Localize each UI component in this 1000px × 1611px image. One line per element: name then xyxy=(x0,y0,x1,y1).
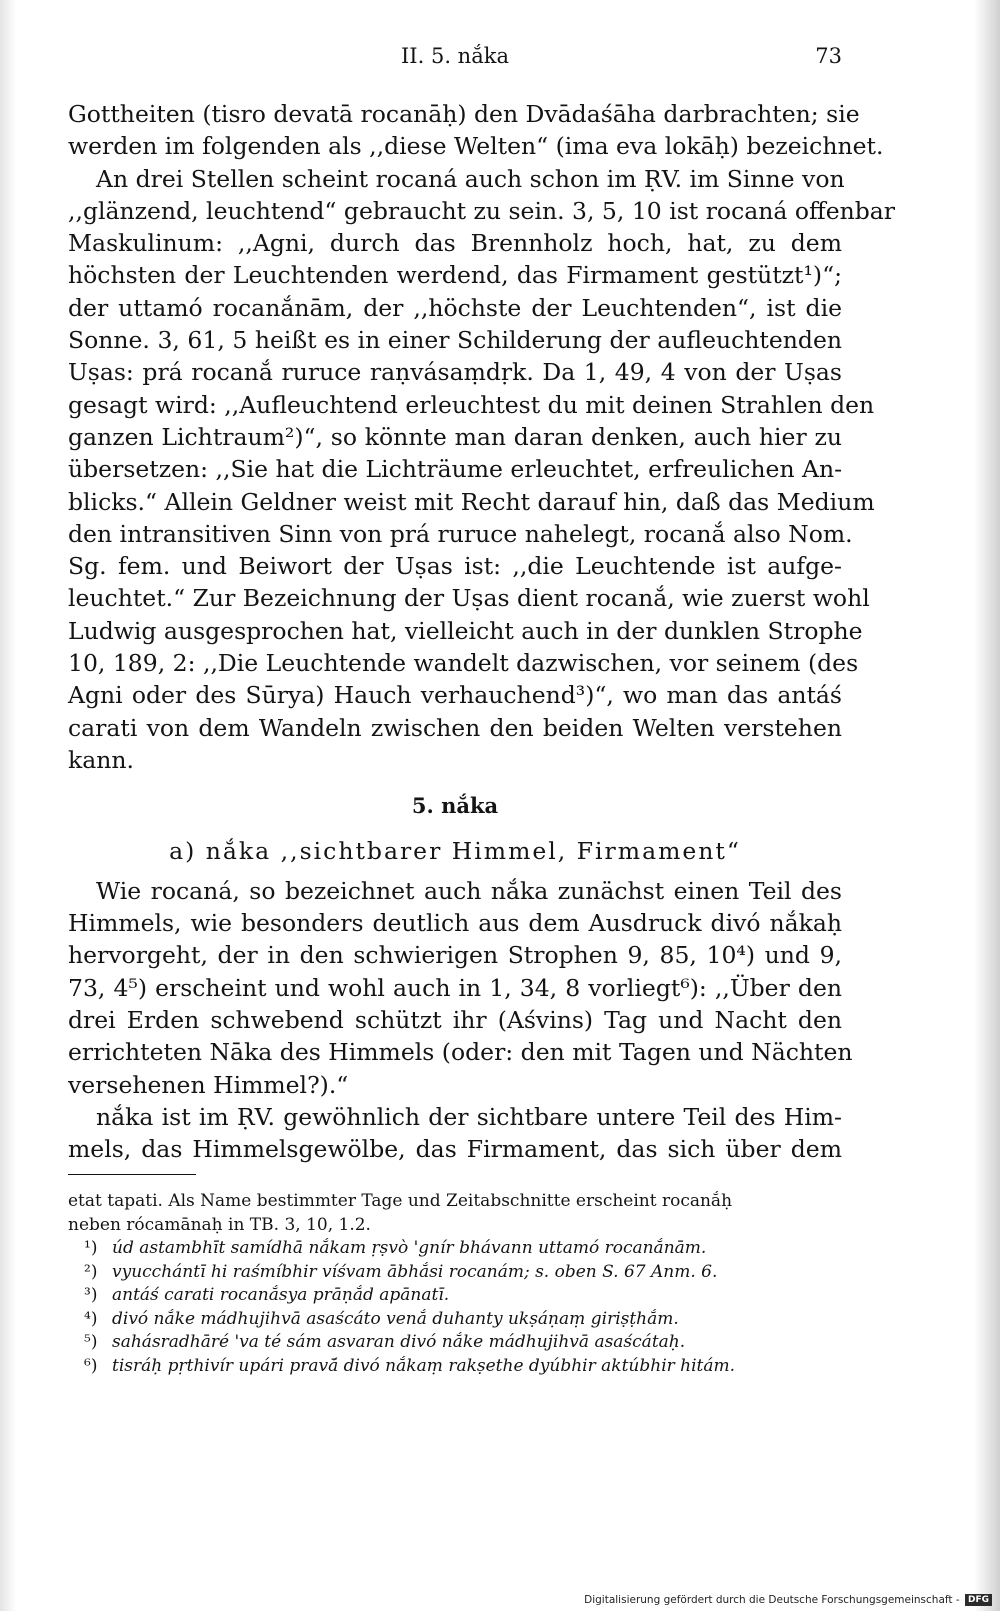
text-line: Sonne. 3, 61, 5 heißt es in einer Schilderung der aufleuchtenden xyxy=(68,326,842,355)
text-line: der uttamó rocanắnām, der ,,höchste der Leuchtenden“, ist die xyxy=(68,293,842,322)
text-line: Himmels, wie besonders deutlich aus dem Ausdruck divó nắkaḥ xyxy=(68,909,842,938)
text-line: Sg. fem. und Beiwort der Uṣas ist: ,,die Leuchtende ist aufge- xyxy=(68,552,842,581)
footnote-mark: ⁶) xyxy=(84,1355,98,1376)
text-line: den intransitiven Sinn von prá ruruce nahelegt, rocanắ also Nom. xyxy=(68,519,853,548)
text-line: ,,glänzend, leuchtend“ gebraucht zu sein. 3, 5, 10 ist rocaná offenbar xyxy=(68,196,896,225)
text-line: errichteten Nāka des Himmels (oder: den mit Tagen und Nächten xyxy=(68,1038,853,1067)
page-edge-shadow xyxy=(974,0,1000,1611)
footnote-item xyxy=(68,1284,842,1308)
footnote-text: tisráḥ pṛthivír upári pravā́ divó nắkaṃ rakṣethe dyúbhir aktúbhir hitám. xyxy=(112,1355,736,1376)
footnote-item xyxy=(68,1355,842,1379)
text-line: Uṣas: prá rocanắ ruruce raṇvásaṃdṛk. Da 1, 49, 4 von der Uṣas xyxy=(68,358,842,387)
text-line: mels, das Himmelsgewölbe, das Firmament, das sich über dem xyxy=(68,1135,842,1164)
text-line: 10, 189, 2: ,,Die Leuchtende wandelt dazwischen, vor seinem (des xyxy=(68,649,859,678)
text-line: übersetzen: ,,Sie hat die Lichträume erleuchtet, erfreulichen An- xyxy=(68,455,843,484)
text-line: werden im folgenden als ,,diese Welten“ (ima eva lokāḥ) bezeichnet. xyxy=(68,132,884,161)
footnote-mark: ³) xyxy=(84,1285,98,1305)
footnote-item xyxy=(68,1308,842,1332)
footnote-mark: ⁴) xyxy=(84,1308,98,1329)
text-line: Ludwig ausgesprochen hat, vielleicht auch in der dunklen Strophe xyxy=(68,616,863,645)
text-line: versehenen Himmel?).“ xyxy=(68,1070,349,1099)
text-line: kann. xyxy=(68,745,134,774)
section-heading: 5. nắka xyxy=(411,793,499,819)
text-line: drei Erden schwebend schützt ihr (Aśvins) Tag und Nacht den xyxy=(68,1006,842,1035)
footnote-item xyxy=(68,1331,842,1355)
footnote-mark: ²) xyxy=(84,1261,98,1282)
text-line: gesagt wird: ,,Aufleuchtend erleuchtest du mit deinen Strahlen den xyxy=(68,390,875,419)
page-gutter-shadow xyxy=(0,0,16,1611)
footnote-text: vyucchántī hi raśmíbhir víśvam ābhắsi rocanám; s. oben S. 67 Anm. 6. xyxy=(112,1261,718,1282)
text-line: blicks.“ Allein Geldner weist mit Recht darauf hin, daß das Medium xyxy=(68,487,875,516)
main-text xyxy=(68,98,896,1166)
footnote-text: antáś carati rocanắsya prāṇắd apānatī. xyxy=(112,1285,450,1305)
text-line: An drei Stellen scheint rocaná auch schon im ṚV. im Sinne von xyxy=(96,164,845,193)
footnote-mark: ⁵) xyxy=(84,1332,98,1352)
credit-text: Digitalisierung gefördert durch die Deutsche Forschungsgemeinschaft xyxy=(584,1594,953,1606)
dfg-logo: DFG xyxy=(965,1594,992,1606)
running-title: II. 5. nắka xyxy=(401,44,509,68)
footnote-item xyxy=(68,1237,842,1261)
text-line: carati von dem Wandeln zwischen den beiden Welten verstehen xyxy=(68,713,842,742)
footnotes xyxy=(68,1190,842,1378)
page-number: 73 xyxy=(815,44,842,68)
footnote-mark: ¹) xyxy=(84,1238,98,1258)
footnote-text: divó nắke mádhujihvā asaścáto venắ duhanty ukṣáṇaṃ giriṣṭhắm. xyxy=(112,1308,679,1329)
text-line: nắka ist im ṚV. gewöhnlich der sichtbare untere Teil des Him- xyxy=(96,1102,842,1131)
text-line: Wie rocaná, so bezeichnet auch nắka zunächst einen Teil des xyxy=(96,876,842,905)
text-line: höchsten der Leuchtenden werdend, das Firmament gestützt¹)“; xyxy=(68,261,842,290)
text-line: 73, 4⁵) erscheint und wohl auch in 1, 34, 8 vorliegt⁶): ,,Über den xyxy=(68,973,842,1002)
footnote-divider xyxy=(68,1174,196,1175)
footnote-item xyxy=(68,1261,842,1285)
footnote-text: sahásradhāré 'va té sám asvaran divó nắke mádhujihvā asaścátaḥ. xyxy=(112,1332,686,1352)
text-line: Agni oder des Sūrya) Hauch verhauchend³)“, wo man das antáś xyxy=(68,681,842,710)
footnote-continuation: neben rócamānaḥ in TB. 3, 10, 1.2. xyxy=(68,1214,371,1235)
text-line: hervorgeht, der in den schwierigen Strophen 9, 85, 10⁴) und 9, xyxy=(68,941,842,970)
text-line: Maskulinum: ,,Agni, durch das Brennholz hoch, hat, zu dem xyxy=(68,229,842,258)
text-line: leuchtet.“ Zur Bezeichnung der Uṣas dient rocanắ, wie zuerst wohl xyxy=(68,584,870,613)
page-header xyxy=(68,44,842,74)
text-line: Gottheiten (tisro devatā rocanāḥ) den Dvādaśāha darbrachten; sie xyxy=(68,100,860,128)
digitization-credit: Digitalisierung gefördert durch die Deutsche Forschungsgemeinschaft - DFG xyxy=(584,1594,992,1606)
footnote-text: úd astambhīt samídhā nắkam ṛṣvò 'gnír bhávann uttamó rocanắnām. xyxy=(112,1238,707,1258)
sub-heading: a) nắka ,,sichtbarer Himmel, Firmament“ xyxy=(169,836,741,865)
text-line: ganzen Lichtraum²)“, so könnte man daran denken, auch hier zu xyxy=(68,422,842,451)
footnote-continuation: etat tapati. Als Name bestimmter Tage und Zeitabschnitte erscheint rocanắḥ xyxy=(68,1191,733,1211)
